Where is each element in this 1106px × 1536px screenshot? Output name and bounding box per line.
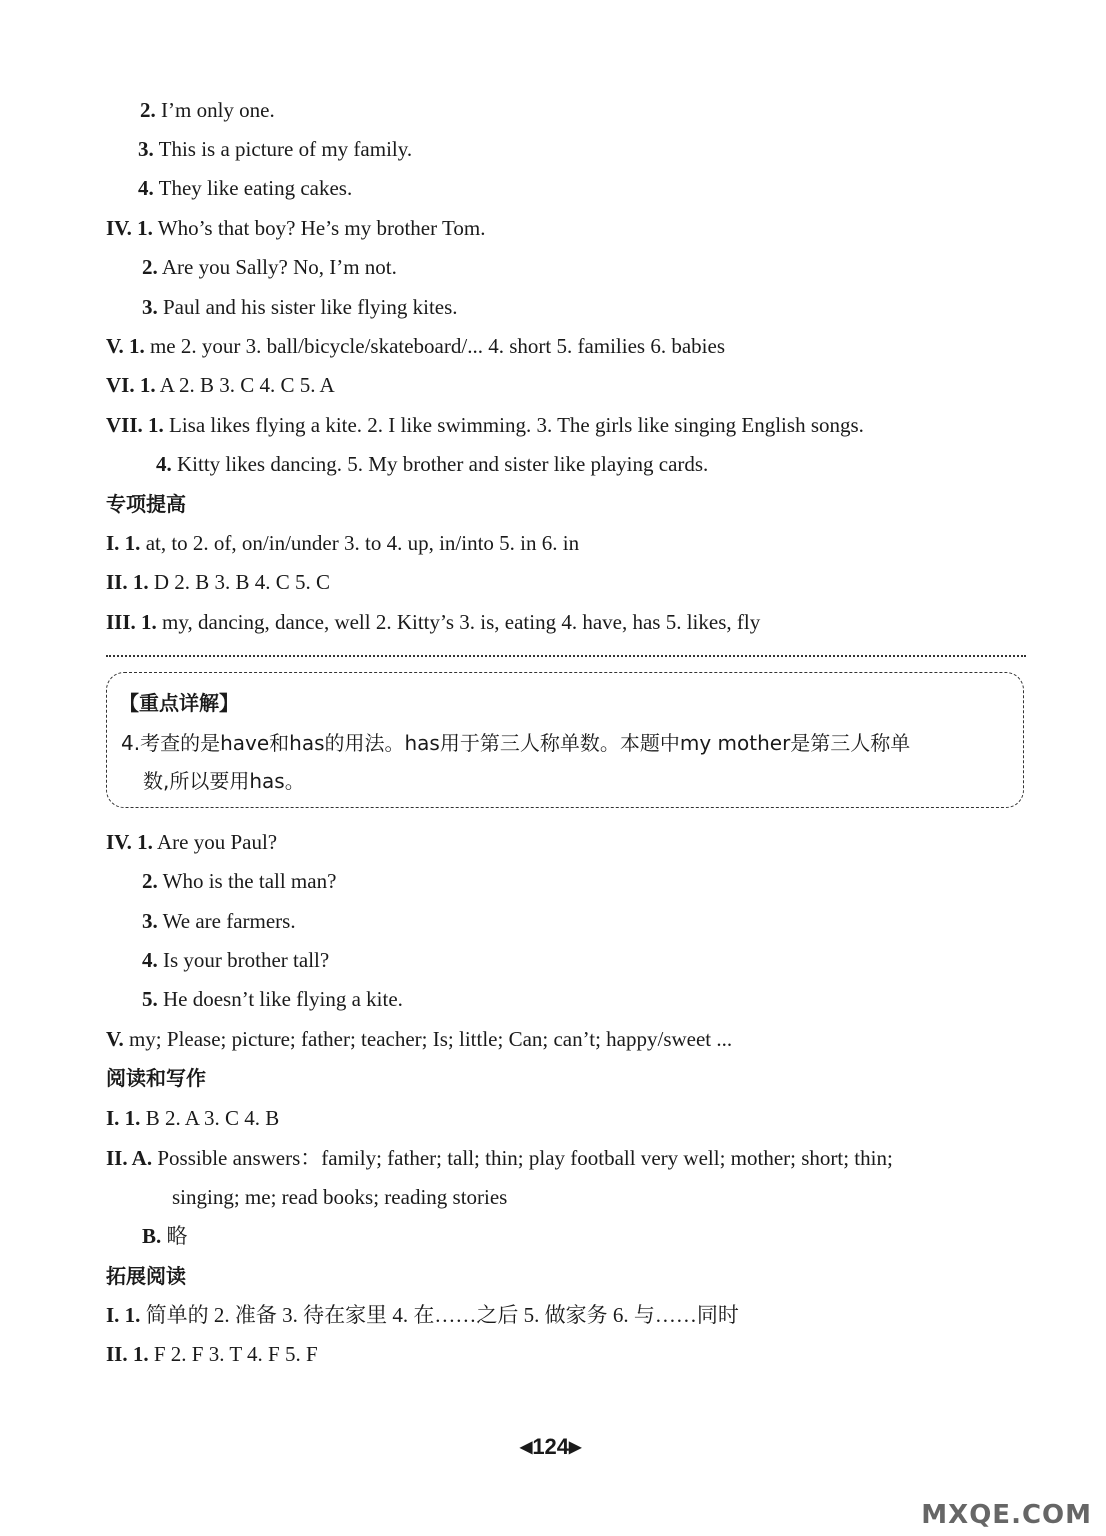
answer-line: IV. 1. Who’s that boy? He’s my brother Tom.: [106, 216, 486, 240]
answer-line: 3. This is a picture of my family.: [138, 137, 413, 161]
answer-line: I. 1. 简单的 2. 准备 3. 待在家里 4. 在……之后 5. 做家务 6. 与……同时: [106, 1303, 739, 1327]
answer-line: 4. Kitty likes dancing. 5. My brother and sister like playing cards.: [156, 452, 709, 476]
answer-line: B. 略: [142, 1224, 188, 1248]
answer-line: 5. He doesn’t like flying a kite.: [142, 987, 403, 1011]
page-number: ◀124▶: [520, 1434, 582, 1459]
answer-line: II. 1. F 2. F 3. T 4. F 5. F: [106, 1342, 318, 1366]
answer-line: 4. They like eating cakes.: [138, 176, 353, 200]
answer-line: III. 1. my, dancing, dance, well 2. Kitty’s 3. is, eating 4. have, has 5. likes, fly: [106, 610, 761, 634]
key-point-title: 【重点详解】: [119, 691, 239, 715]
section-heading: 阅读和写作: [106, 1066, 206, 1090]
answer-line: II. A. Possible answers：family; father; tall; thin; play football very well; mother; short; thin;: [106, 1146, 893, 1170]
key-point-box: [106, 672, 1024, 808]
answer-line: 2. Are you Sally? No, I’m not.: [142, 255, 397, 279]
answer-line: IV. 1. Are you Paul?: [106, 830, 278, 854]
key-point-text: 4.考查的是have和has的用法。has用于第三人称单数。本题中my mother是第三人称单: [121, 731, 911, 755]
answer-line: 2. Who is the tall man?: [142, 869, 337, 893]
answer-line: V. 1. me 2. your 3. ball/bicycle/skateboard/... 4. short 5. families 6. babies: [106, 334, 725, 358]
left-triangle-icon: ◀: [520, 1439, 533, 1456]
answer-line: VI. 1. A 2. B 3. C 4. C 5. A: [106, 373, 335, 397]
answer-line: II. 1. D 2. B 3. B 4. C 5. C: [106, 570, 331, 594]
answer-line: VII. 1. Lisa likes flying a kite. 2. I like swimming. 3. The girls like singing English songs.: [106, 413, 864, 437]
dotted-divider: [106, 655, 1026, 657]
answer-line: 4. Is your brother tall?: [142, 948, 330, 972]
answer-line: 3. We are farmers.: [142, 909, 296, 933]
answer-line: 2. I’m only one.: [140, 98, 275, 122]
watermark: MXQE.COM: [921, 1500, 1092, 1530]
section-heading: 拓展阅读: [106, 1264, 186, 1288]
answer-line: 3. Paul and his sister like flying kites.: [142, 295, 458, 319]
right-triangle-icon: ▶: [569, 1439, 582, 1456]
section-heading: 专项提高: [106, 492, 186, 516]
answer-line: I. 1. B 2. A 3. C 4. B: [106, 1106, 280, 1130]
answer-line: singing; me; read books; reading stories: [172, 1185, 508, 1209]
answer-line: V. my; Please; picture; father; teacher; Is; little; Can; can’t; happy/sweet ...: [106, 1027, 733, 1051]
answer-line: I. 1. at, to 2. of, on/in/under 3. to 4. up, in/into 5. in 6. in: [106, 531, 580, 555]
key-point-text: 数,所以要用has。: [143, 769, 305, 793]
